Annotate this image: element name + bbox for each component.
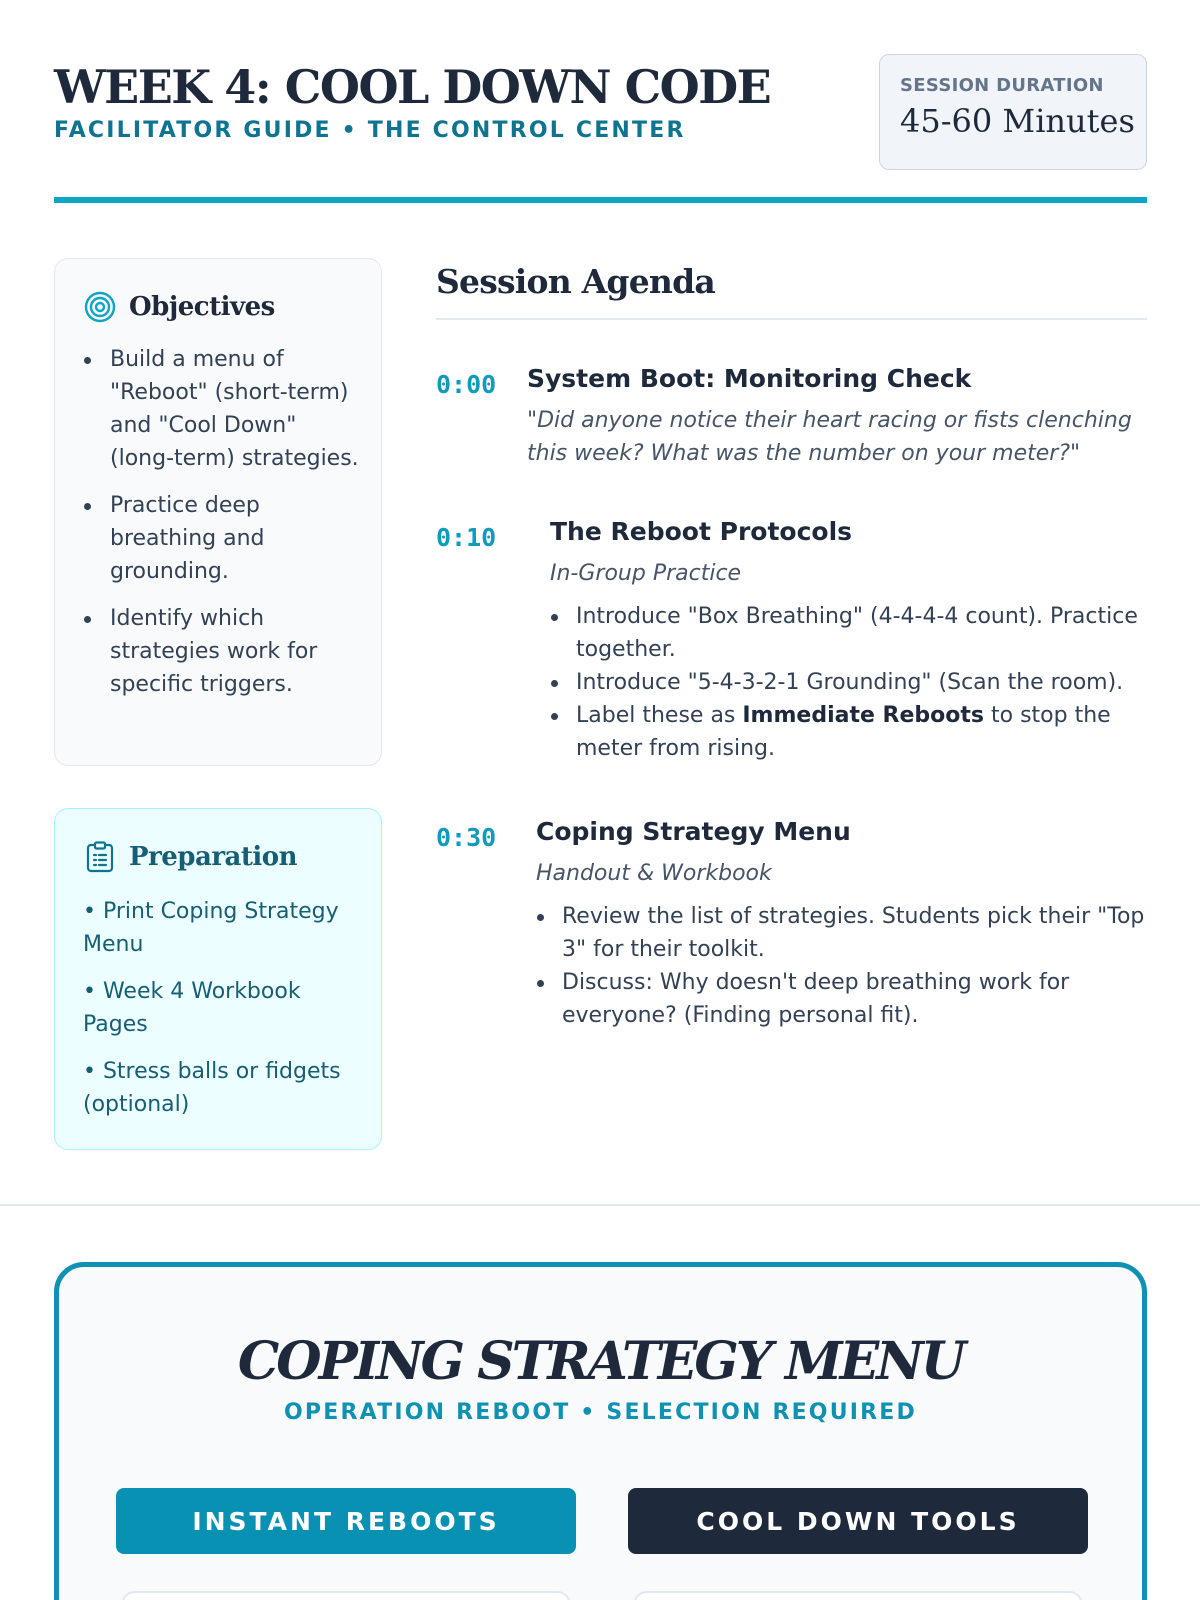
objective-item: Practice deep breathing and grounding. xyxy=(83,489,365,588)
agenda-item-bullets xyxy=(536,900,1147,1032)
menu-subtitle: OPERATION REBOOT • SELECTION REQUIRED xyxy=(284,1400,917,1425)
agenda-item-subtitle: In-Group Practice xyxy=(550,561,742,586)
agenda-bullet: Discuss: Why doesn't deep breathing work for everyone? (Finding personal fit). xyxy=(536,966,1147,1032)
preparation-card xyxy=(54,808,382,1150)
agenda-item-body xyxy=(536,815,1147,1032)
agenda-item-body xyxy=(550,515,1147,765)
objective-item: Identify which strategies work for specific triggers. xyxy=(83,602,365,701)
agenda-bullet: Introduce "5-4-3-2-1 Grounding" (Scan the room). xyxy=(550,666,1147,699)
agenda-item-title: The Reboot Protocols xyxy=(550,517,853,546)
page-subtitle: FACILITATOR GUIDE • THE CONTROL CENTER xyxy=(54,118,686,143)
agenda-item-title: System Boot: Monitoring Check xyxy=(527,364,972,393)
agenda-bullet-text: to stop the meter from rising. xyxy=(576,703,1111,761)
preparation-list xyxy=(83,895,365,1121)
agenda-bullet xyxy=(550,699,1147,765)
objectives-list xyxy=(83,343,365,701)
preparation-item: • Week 4 Workbook Pages xyxy=(83,979,301,1037)
agenda-item-quote: "Did anyone notice their heart racing or fists clenching this week? What was the number on your meter?" xyxy=(527,408,1132,466)
clipboard-icon xyxy=(83,840,117,874)
preparation-item: • Print Coping Strategy Menu xyxy=(83,899,339,957)
agenda-bullet-emphasis: Immediate Reboots xyxy=(742,703,985,728)
objectives-card xyxy=(54,258,382,766)
agenda-item-subtitle: Handout & Workbook xyxy=(536,861,772,886)
agenda-bullet: Review the list of strategies. Students pick their "Top 3" for their toolkit. xyxy=(536,900,1147,966)
objectives-header xyxy=(83,287,381,327)
agenda-item-title: Coping Strategy Menu xyxy=(536,817,851,846)
instant-reboots-panel xyxy=(121,1591,571,1600)
agenda-bullet-text: Label these as xyxy=(576,703,743,728)
instant-reboots-button[interactable]: INSTANT REBOOTS xyxy=(116,1488,576,1554)
agenda-item-body xyxy=(527,362,1147,470)
session-duration-value: 45-60 Minutes xyxy=(900,102,1135,140)
cool-down-tools-button[interactable]: COOL DOWN TOOLS xyxy=(628,1488,1088,1554)
page-title: WEEK 4: COOL DOWN CODE xyxy=(54,60,771,114)
agenda-bullet: Introduce "Box Breathing" (4-4-4-4 count). Practice together. xyxy=(550,600,1147,666)
page-divider xyxy=(0,1204,1200,1206)
objective-item: Build a menu of "Reboot" (short-term) and "Cool Down" (long-term) strategies. xyxy=(83,343,365,475)
session-duration-box xyxy=(879,54,1147,170)
preparation-title: Preparation xyxy=(129,842,297,872)
page-header xyxy=(54,54,1147,204)
target-icon xyxy=(83,290,117,324)
cool-down-tools-panel xyxy=(633,1591,1083,1600)
agenda-title: Session Agenda xyxy=(436,262,715,301)
agenda-item-bullets xyxy=(550,600,1147,765)
menu-title: COPING STRATEGY MENU xyxy=(237,1331,964,1392)
session-agenda xyxy=(436,258,1147,1028)
agenda-time: 0:10 xyxy=(436,523,497,552)
coping-menu-card xyxy=(54,1262,1147,1600)
agenda-divider xyxy=(436,318,1147,320)
session-duration-label: SESSION DURATION xyxy=(900,75,1104,96)
objectives-title: Objectives xyxy=(129,292,275,322)
preparation-header xyxy=(83,837,381,877)
agenda-time: 0:00 xyxy=(436,370,497,399)
agenda-time: 0:30 xyxy=(436,823,497,852)
preparation-item: • Stress balls or fidgets (optional) xyxy=(83,1059,341,1117)
header-divider xyxy=(54,197,1147,203)
